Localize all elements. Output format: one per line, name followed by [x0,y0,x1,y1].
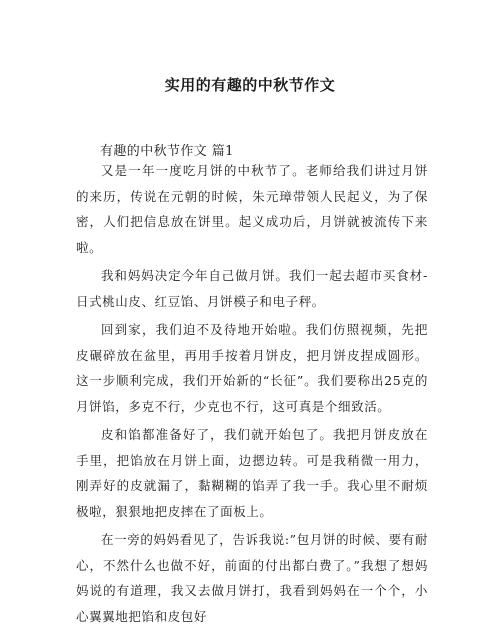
paragraph-1: 又是一年一度吃月饼的中秋节了。老师给我们讲过月饼的来历，传说在元朝的时候，朱元璋带领人民起义，为了保密，人们把信息放在饼里。起义成功后，月饼就被流传下来啦。 [76,163,428,255]
essay-body [76,158,428,632]
essay-subtitle: 有趣的中秋节作文 篇1 [100,144,234,159]
paragraph-2: 我和妈妈决定今年自己做月饼。我们一起去超市买食材-日式桃山皮、红豆馅、月饼模子和电子秤。 [76,268,428,309]
page-title: 实用的有趣的中秋节作文 [164,76,336,94]
paragraph-3: 回到家，我们迫不及待地开始啦。我们仿照视频，先把皮碾碎放在盆里，再用手按着月饼皮，把月饼皮捏成圆形。这一步顺利完成，我们开始新的“长征”。我们要称出25克的月饼馅，多克不行，少克也不行，这可真是个细致活。 [76,322,428,414]
paragraph-5: 在一旁的妈妈看见了，告诉我说:”包月饼的时候、要有耐心，不然什么也做不好，前面的付出都白费了。”我想了想妈妈说的有道理，我又去做月饼打，我看到妈妈在一个个，小心翼翼地把馅和皮包好 [76,532,428,624]
paragraph-4: 皮和馅都准备好了，我们就开始包了。我把月饼皮放在手里，把馅放在月饼上面，边摁边转。可是我稍微一用力，刚弄好的皮就漏了，黏糊糊的馅弄了我一手。我心里不耐烦极啦，狠狠地把皮摔在了面板上。 [76,427,428,519]
